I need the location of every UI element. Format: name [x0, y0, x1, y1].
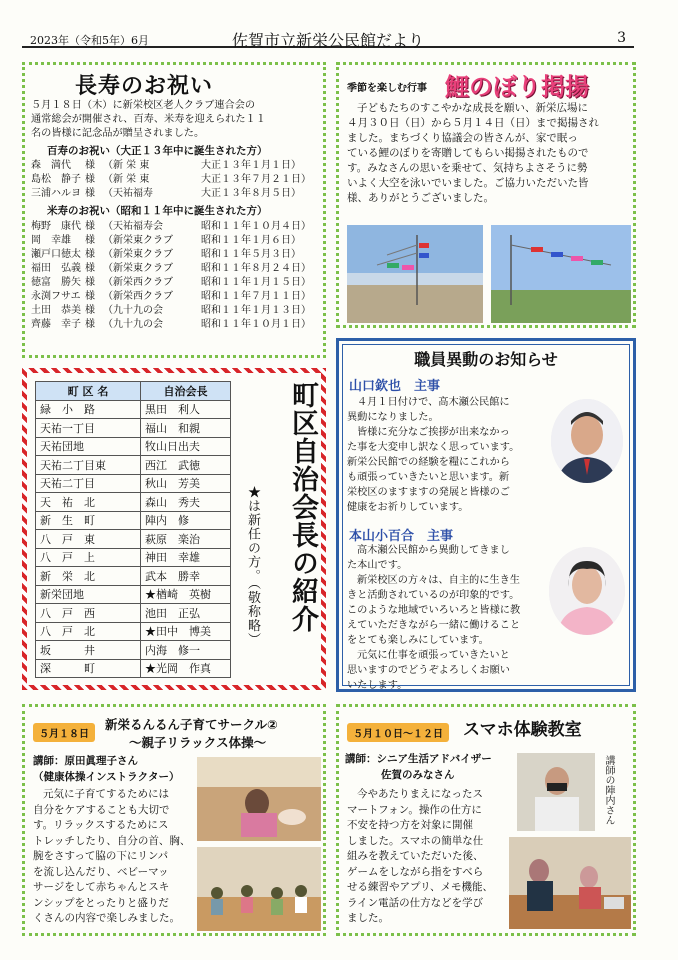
kosodate-photo-2 [197, 847, 321, 931]
smaho-photo-1-image [517, 753, 595, 831]
honoree-row [31, 262, 327, 276]
col-header-district: 町 区 名 [36, 382, 141, 401]
honoree-club: （天祐福寿会 [103, 221, 163, 232]
longevity-intro [31, 99, 323, 141]
honoree-row [31, 173, 327, 187]
body-line: くさんの内容で楽しみました。 [33, 912, 180, 924]
table-row [36, 622, 231, 641]
kosodate-lecturer-role: （健康体操インストラクター） [33, 771, 180, 783]
honorific: 様 [85, 188, 95, 199]
body-line: た事を大変申し訳なく思っています。 [347, 442, 520, 453]
honoree-name: 三浦ハルヨ [31, 188, 81, 199]
district-name: 緑 小 路 [36, 400, 141, 419]
honoree-name: 齊藤 幸子 [31, 319, 81, 330]
honoree-row [31, 187, 327, 201]
smaho-photo-1 [517, 753, 595, 831]
body-line: 子どもたちのすこやかな成長を願い、新栄広場に [357, 102, 588, 114]
honoree-name: 瀬戸口徳太 [31, 249, 81, 260]
smaho-photo-2-image [509, 837, 631, 929]
koinobori-title: 鯉のぼり掲揚 [445, 73, 589, 101]
honoree-club: （新 栄 東 [103, 160, 150, 171]
body-line: 元気に子育てするためには [43, 788, 169, 800]
body-line: も頑張っていきたいと思います。新 [347, 472, 510, 483]
honoree-name: 福田 弘義 [31, 263, 81, 274]
body-line: ている鯉のぼりを寄贈してもらい掲揚されたもので [347, 147, 589, 159]
honoree-row [31, 304, 327, 318]
honorific: 様 [85, 305, 95, 316]
honoree-name: 徳富 勝矢 [31, 277, 81, 288]
body-line: 異動になりました。 [347, 412, 439, 423]
koinobori-photo-2-image [491, 225, 631, 323]
chair-name: 西江 武徳 [141, 456, 231, 475]
kosodate-title: 新栄るんるん子育てサークル② [105, 717, 278, 732]
kosodate-date-tag: ５月１８日 [33, 723, 95, 742]
honorific: 様 [85, 291, 95, 302]
chair-name: 武本 勝幸 [141, 567, 231, 586]
body-line: 不安を持つ方を対象に開催 [347, 819, 473, 831]
district-name: 天祐一丁目 [36, 419, 141, 438]
body-line: ライン電話の仕方などを学び [347, 896, 484, 909]
honorific: 様 [85, 235, 95, 246]
table-row [36, 437, 231, 456]
table-row [36, 456, 231, 475]
honoree-club: （九十九の会 [103, 305, 163, 316]
chair-name: 神田 幸雄 [141, 548, 231, 567]
kosodate-lecturer: 講師：原田眞理子さん [33, 755, 138, 767]
chair-name: ★光岡 作真 [141, 659, 231, 678]
body-line: 腕をさすって脇の下にリンパ [33, 850, 169, 862]
district-name: 天 祐 北 [36, 493, 141, 512]
district-name: 天祐二丁目 [36, 474, 141, 493]
chair-name: 秋山 芳美 [141, 474, 231, 493]
chiku-table-wrap [35, 381, 231, 678]
staff-title: 職員異動のお知らせ [414, 350, 558, 369]
honoree-birthdate: 大正１３年８月５日） [201, 188, 301, 199]
honoree-row [31, 220, 327, 234]
kosodate-section [22, 704, 326, 936]
honoree-name: 森 満代 [31, 160, 71, 171]
honoree-birthdate: 昭和１１年１０月４日） [201, 221, 311, 232]
honoree-club: （九十九の会 [103, 319, 163, 330]
body-line: 新栄校区の方々は、自主的に生き生 [357, 575, 520, 586]
body-line: ゲームをしながら指をすべら [347, 865, 484, 878]
hyaku-list [31, 159, 327, 201]
body-line: 今やあたりまえになったス [357, 788, 483, 800]
honoree-row [31, 159, 327, 173]
honoree-club: （新栄東クラブ [103, 249, 173, 260]
chair-name: 福山 和親 [141, 419, 231, 438]
chiku-note: ★は新任の方。（敬称略） [245, 485, 260, 647]
table-row [36, 604, 231, 623]
honoree-row [31, 290, 327, 304]
honoree-club: （新栄東クラブ [103, 263, 173, 274]
body-line: す。リラックスするためにス [33, 819, 169, 831]
body-line: 健康をお祈りしています。 [347, 502, 469, 513]
intro-line: 名の皆様に記念品が贈呈されました。 [31, 128, 205, 139]
staff-section [336, 338, 636, 692]
koinobori-photo-1-image [347, 225, 483, 323]
longevity-section [22, 62, 326, 358]
body-line: サージをして赤ちゃんとスキ [33, 881, 170, 893]
table-row [36, 659, 231, 678]
table-row [36, 585, 231, 604]
district-name: 坂 井 [36, 641, 141, 660]
honoree-club: （新栄西クラブ [103, 277, 173, 288]
koinobori-label: 季節を楽しむ行事 [347, 83, 427, 94]
staff-1-portrait [551, 399, 623, 483]
body-line: を流し込んだり、ベビーマッ [33, 865, 169, 878]
table-row [36, 511, 231, 530]
body-line: せる練習やアプリ、メモ機能、 [347, 881, 494, 893]
koinobori-photo-1 [347, 225, 483, 323]
chair-name: 陣内 修 [141, 511, 231, 530]
body-line: 組みを教えていただいた後、 [347, 850, 484, 862]
staff-1-photo [551, 399, 623, 483]
honoree-row [31, 234, 327, 248]
honoree-club: （新栄西クラブ [103, 291, 173, 302]
body-line: 高木瀬公民館から異動してきまし [357, 545, 510, 556]
honoree-club: （新 栄 東 [103, 174, 150, 185]
body-line: トレッチしたり、自分の首、胸、 [33, 834, 191, 847]
table-row [36, 474, 231, 493]
kosodate-photo-1 [197, 757, 321, 841]
honorific: 様 [85, 277, 95, 288]
body-line: えていただきながら一緒に働けること [347, 620, 521, 631]
staff-2-photo [549, 547, 625, 635]
honorific: 様 [85, 249, 95, 260]
honoree-birthdate: 昭和１１年１０月１日） [201, 319, 311, 330]
honoree-club: （新栄東クラブ [103, 235, 173, 246]
chair-name: 森山 秀夫 [141, 493, 231, 512]
staff-1-body [347, 395, 547, 515]
body-line: 様、ありがとうございました。 [347, 192, 494, 204]
smaho-body [347, 787, 527, 927]
body-line: ンシップをとったりと盛りだ [33, 896, 169, 909]
intro-line: ５月１８日（木）に新栄校区老人クラブ連合会の [31, 100, 256, 111]
body-line: しました。スマホの簡単な仕 [347, 834, 484, 847]
honoree-row [31, 248, 327, 262]
kosodate-photo-2-image [197, 847, 321, 931]
honoree-birthdate: 昭和１１年５月３日） [201, 249, 301, 260]
issue-date: 2023年（令和5年）6月 [30, 34, 149, 47]
district-name: 八 戸 西 [36, 604, 141, 623]
honoree-birthdate: 昭和１１年８月２４日） [201, 263, 311, 274]
district-name: 八 戸 東 [36, 530, 141, 549]
chair-name: 萩原 楽治 [141, 530, 231, 549]
district-name: 新 生 町 [36, 511, 141, 530]
body-line: す。みなさんの思いを乗せて、気持ちよさそうに勢 [347, 162, 588, 174]
chair-name: ★田中 博美 [141, 622, 231, 641]
body-line: このような地域でいろいろと皆様に教 [347, 605, 521, 616]
honoree-row [31, 276, 327, 290]
district-name: 八 戸 上 [36, 548, 141, 567]
bei-heading: 米寿のお祝い（昭和１１年中に誕生された方） [47, 205, 268, 217]
body-line: 自分をケアすることも大切で [33, 803, 170, 816]
table-row [36, 400, 231, 419]
page-number: 3 [617, 30, 626, 46]
body-line: た本山です。 [347, 560, 408, 571]
body-line: 栄校区のますますの発展と皆様のご [347, 487, 510, 498]
body-line: ４月１日付けで、高木瀬公民館に [357, 397, 510, 408]
table-row [36, 419, 231, 438]
honoree-name: 土田 恭美 [31, 305, 81, 316]
col-header-chair: 自治会長 [141, 382, 231, 401]
table-row [36, 530, 231, 549]
honoree-birthdate: 大正１３年１月１日） [201, 160, 301, 171]
chair-name: 黒田 利人 [141, 400, 231, 419]
hyaku-heading: 百寿のお祝い（大正１３年中に誕生された方） [47, 145, 268, 157]
smaho-section [336, 704, 636, 936]
body-line: いよく大空を泳いでいました。ご協力いただいた皆 [347, 177, 589, 189]
body-line: ました。 [347, 912, 389, 924]
district-name: 天祐二丁目東 [36, 456, 141, 475]
newsletter-header [22, 22, 634, 48]
honoree-row [31, 318, 327, 332]
honorific: 様 [85, 174, 95, 185]
kosodate-photo-1-image [197, 757, 321, 841]
body-line: ４月３０日（日）から５月１４日（日）まで掲揚され [347, 117, 599, 129]
honoree-birthdate: 昭和１１年１月６日） [201, 235, 301, 246]
honorific: 様 [85, 319, 95, 330]
table-row [36, 641, 231, 660]
honoree-birthdate: 昭和１１年７月１１日） [201, 291, 311, 302]
body-line: 新栄公民館での経験を糧にこれから [347, 457, 510, 468]
newsletter-title: 佐賀市立新栄公民館だより [231, 31, 424, 50]
table-row [36, 548, 231, 567]
honoree-name: 岡 幸雄 [31, 235, 71, 246]
chair-name: 池田 正弘 [141, 604, 231, 623]
staff-2-name: 本山小百合 主事 [349, 529, 454, 544]
honorific: 様 [85, 263, 95, 274]
body-line: いたします。 [347, 680, 408, 691]
body-line: をとても楽しみにしています。 [347, 635, 489, 646]
chiku-title: 町区自治会長の紹介 [287, 381, 318, 633]
district-name: 新 栄 北 [36, 567, 141, 586]
longevity-title: 長寿のお祝い [75, 74, 214, 99]
staff-2-portrait [549, 547, 625, 635]
body-line: 皆様に充分なご挨拶が出来なかっ [357, 427, 510, 438]
table-row [36, 567, 231, 586]
smaho-photo-2 [509, 837, 631, 929]
smaho-lecturer: 講師：シニア生活アドバイザー [345, 753, 492, 765]
body-line: 思いますのでどうぞよろしくお願い [347, 665, 510, 676]
body-line: マートフォン。操作の仕方に [347, 803, 482, 816]
honoree-club: （天祐福寿 [103, 188, 153, 199]
district-name: 八 戸 北 [36, 622, 141, 641]
body-line: ました。まちづくり協議会の皆さんが、家で眠っ [347, 132, 578, 144]
koinobori-body [347, 101, 633, 206]
chair-name: ★楢崎 英樹 [141, 585, 231, 604]
table-row [36, 493, 231, 512]
bei-list [31, 220, 327, 332]
smaho-photo-caption: 講師の陣内さん [603, 755, 614, 825]
honoree-birthdate: 昭和１１年１月１３日） [201, 305, 311, 316]
district-name: 天祐団地 [36, 437, 141, 456]
body-line: きと活動されているのが印象的です。 [347, 590, 520, 601]
smaho-lecturer-2: 佐賀のみなさん [381, 769, 455, 781]
body-line: 元気に仕事を頑張っていきたいと [357, 650, 510, 661]
chair-name: 牧山日出夫 [141, 437, 231, 456]
chiku-table [35, 381, 231, 678]
district-name: 新栄団地 [36, 585, 141, 604]
chiku-section [22, 368, 326, 690]
intro-line: 通常総会が開催され、百寿、米寿を迎えられた１１ [31, 114, 266, 125]
honoree-name: 梅野 康代 [31, 221, 81, 232]
honorific: 様 [85, 221, 95, 232]
honorific: 様 [85, 160, 95, 171]
honoree-name: 永渕フサエ [31, 291, 81, 302]
koinobori-section [336, 62, 636, 328]
honoree-name: 島松 静子 [31, 174, 81, 185]
district-name: 深 町 [36, 659, 141, 678]
honoree-birthdate: 大正１３年７月２１日） [201, 174, 311, 185]
honoree-birthdate: 昭和１１年１月１５日） [201, 277, 311, 288]
kosodate-body [33, 787, 213, 927]
koinobori-photo-2 [491, 225, 631, 323]
kosodate-subtitle: ～親子リラックス体操～ [129, 735, 267, 750]
staff-1-name: 山口欽也 主事 [349, 379, 441, 394]
smaho-date-tag: ５月１０日～１２日 [347, 723, 449, 742]
smaho-title: スマホ体験教室 [463, 720, 582, 740]
chair-name: 内海 修一 [141, 641, 231, 660]
